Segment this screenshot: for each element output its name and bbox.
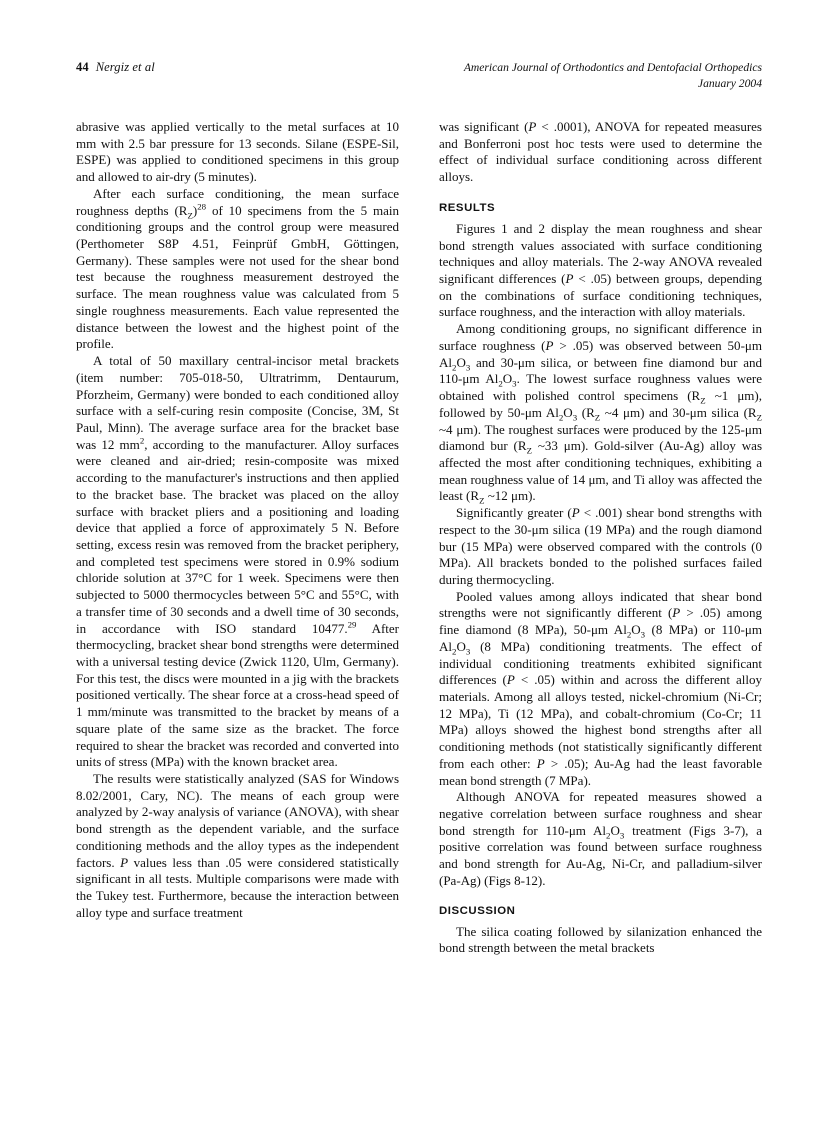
text-run: > .05) among fine diamond (8 MPa), 50-μm Al [439, 605, 762, 638]
italic-p-value: P [545, 337, 554, 353]
article-body [76, 119, 762, 957]
italic-p-value: P [506, 672, 515, 688]
text-run: Although ANOVA for repeated measures showed a negative correlation between surface roughness and shear bond strength for 110-μm Al [439, 789, 762, 838]
text-run: O [502, 371, 513, 387]
text-run: O [610, 822, 620, 838]
paragraph-correlation [439, 789, 762, 889]
text-run: ~33 μm). Gold-silver (Au-Ag) alloy was affected the most after conditioning techniques, exhibiting a mean roughness value of 14 μm, and Ti alloy was affected the least (R [439, 438, 762, 504]
text-run: ) [192, 202, 198, 218]
text-run: > .05) was observed between 50-μm Al [439, 337, 762, 370]
section-heading-discussion: DISCUSSION [439, 904, 516, 917]
subscript: 3 [512, 378, 517, 389]
text-run: ~4 μm). The roughest surfaces were produced by the 125-μm diamond bur (R [439, 421, 762, 454]
running-head-right [464, 60, 762, 93]
text-run: Significantly greater ( [456, 505, 572, 521]
text-run: (R [577, 404, 595, 420]
text-run: abrasive was applied vertically to the metal surfaces at 10 mm with 2.5 bar pressure for 13 seconds. Silane (ESPE-Sil, ESPE) was applied to conditioned specimens in this group and allowed to air-dry (5 minutes). [76, 119, 399, 185]
text-run: < .05) within and across the different alloy materials. Among all alloys tested, nickel-chromium (Ni-Cr; 12 MPa), Ti (12 MPa), and cobalt-chromium (Co-Cr; 11 MPa) alloys showed the highest bond strengths after all conditioning methods (not statistically significantly different from each other: [439, 672, 762, 771]
italic-p-value: P [120, 854, 129, 870]
paragraph-surface-roughness-results [439, 321, 762, 505]
text-run: ~1 μm), followed by 50-μm Al [439, 388, 762, 420]
reference-marker-29: 29 [347, 619, 357, 630]
text-run: The silica coating followed by silanization enhanced the bond strength between the metal brackets [439, 923, 762, 956]
running-head-authors: Nergiz et al [95, 60, 155, 74]
left-column [76, 119, 399, 957]
italic-p-value: P [672, 605, 681, 621]
text-run: Pooled values among alloys indicated that shear bond strengths were not significantly different ( [439, 588, 762, 621]
subscript: 2 [498, 378, 503, 389]
paragraph-continuation [76, 119, 399, 186]
paragraph-discussion-opening [439, 924, 762, 957]
text-run: and 30-μm silica, or between fine diamond bur and 110-μm Al [439, 354, 762, 387]
text-run: of 10 specimens from the 5 main conditioning groups and the control group were measured (Perthometer S8P 4.51, Feinprüf GmbH, Göttingen, Germany). These samples were not used for the shear bond test because the roughness measurement destroyed the surface. The mean roughness value was calculated from 5 single roughness measurements. Each value represented the distance between the lowest and the highest point of the profile. [76, 202, 399, 352]
subscript: 2 [626, 629, 632, 640]
italic-p-value: P [536, 755, 545, 771]
text-run: Among conditioning groups, no significant difference in surface roughness ( [439, 321, 762, 353]
paragraph-roughness-measurement [76, 186, 399, 353]
paragraph-shear-bond-strength [439, 505, 762, 589]
text-run: After each surface conditioning, the mean surface roughness depths (R [76, 185, 399, 218]
subscript-z: Z [187, 210, 193, 221]
subscript-z: Z [700, 395, 706, 406]
italic-p-value: P [571, 505, 580, 521]
text-run: (8 MPa) conditioning treatments. The effect of individual conditioning treatments exhibited significant differences ( [439, 638, 762, 688]
text-run: . The lowest surface roughness values were obtained with polished control specimens (R [439, 371, 762, 404]
text-run: A total of 50 maxillary central-incisor metal brackets (item number: 705-018-50, Ultratrimm, Dentaurum, Pforzheim, Germany) were bonded to each conditioned alloy surface with a self-curing resin composite (Concise, 3M, St Paul, Minn). The average surface area for the bracket base was 12 mm [76, 353, 399, 452]
text-run: (8 MPa) or 110-μm Al [439, 622, 762, 654]
text-run: values less than .05 were considered statistically significant in all tests. Multiple comparisons were made with the Tukey test. Furthermore, because the interaction between alloy type and surface treatment [76, 854, 399, 920]
text-run: Figures 1 and 2 display the mean roughness and shear bond strength values associated with surface conditioning techniques and alloy materials. The 2-way ANOVA revealed significant differences ( [439, 220, 762, 287]
running-head [76, 60, 762, 104]
subscript-z: Z [526, 445, 532, 456]
text-run: treatment (Figs 3-7), a positive correlation was found between surface roughness and bond strength for Au-Ag, Ni-Cr, and palladium-silver (Pa-Ag) (Figs 8-12). [439, 822, 763, 888]
text-run: , according to the manufacturer. Alloy surfaces were cleaned and air-dried; resin-composite was mixed according to the manufacturer's instructions and then applied to the bracket base. The bracket was placed on the alloy surface with bracket pliers and a positioning and loading device that applied a force of approximately 5 N. Before setting, excess resin was removed from the bracket periphery, and completed test specimens were stored in 0.9% sodium chloride solution at 37°C for 1 week. Specimens were then subjected to 5000 thermocycles between 5°C and 55°C, with a transfer time of 30 seconds and a dwell time of 30 seconds, in accordance with ISO standard 10477. [76, 436, 399, 636]
text-run: < .0001), ANOVA for repeated measures and Bonferroni post hoc tests were used to determine the effect of individual surface conditioning across different alloys. [439, 119, 762, 185]
text-run: ~12 μm). [484, 488, 536, 504]
subscript: 2 [606, 830, 611, 841]
text-run: O [456, 354, 466, 370]
italic-p-value: P [528, 119, 537, 134]
subscript: 3 [619, 830, 625, 841]
subscript-z: Z [479, 495, 485, 506]
subscript: 3 [465, 362, 471, 373]
italic-p-value: P [565, 271, 574, 287]
subscript-z: Z [594, 412, 601, 423]
section-heading-results: RESULTS [439, 201, 496, 214]
paragraph-figures-overview [439, 221, 762, 321]
subscript: 2 [558, 412, 564, 423]
page-folio-number: 44 [76, 60, 89, 74]
subscript: 3 [465, 646, 471, 657]
text-run: ~4 μm) and 30-μm silica (R [600, 404, 757, 420]
text-run: < .001) shear bond strengths with respect to the 30-μm silica (19 MPa) and the rough diamond bur (15 MPa) were observed compared with the controls (0 MPa). All brackets bonded to the polished surfaces failed during thermocycling. [439, 505, 762, 587]
subscript: 2 [452, 362, 457, 373]
subscript: 3 [572, 412, 578, 423]
paragraph-bracket-bonding [76, 353, 399, 771]
text-run: was significant ( [439, 119, 529, 134]
paragraph-statistics [76, 771, 399, 921]
text-run: O [631, 622, 641, 638]
running-head-left [76, 60, 155, 75]
subscript: 3 [640, 629, 646, 640]
text-run: O [563, 404, 573, 420]
right-column [439, 119, 762, 957]
issue-date: January 2004 [697, 77, 762, 91]
text-run: O [456, 638, 466, 654]
reference-marker-28: 28 [197, 201, 207, 212]
journal-title: American Journal of Orthodontics and Dentofacial Orthopedics [463, 61, 762, 74]
paragraph-pooled-values [439, 589, 762, 790]
text-run: After thermocycling, bracket shear bond strengths were determined with a universal testing device (Zwick 1120, Ulm, Germany). For this test, the discs were mounted in a jig with the brackets positioned vertically. The shear force at a cross-head speed of 1 mm/minute was transmitted to the bracket by means of a square plate of the same size as the bracket. The force required to shear the bracket was recorded and converted into units of stress (MPa) with the known bracket area. [76, 620, 399, 770]
superscript-square: 2 [139, 435, 145, 446]
text-run: < .05) between groups, depending on the combinations of surface conditioning techniques, surface roughness, and the interaction with alloy materials. [439, 271, 762, 320]
text-run: The results were statistically analyzed (SAS for Windows 8.02/2001, Cary, NC). The means of each group were analyzed by 2-way analysis of variance (ANOVA), with shear bond strength as the dependent variable, and the surface conditioning methods and the alloy types as the independent factors. [76, 771, 399, 870]
subscript-z: Z [756, 412, 763, 423]
subscript: 2 [452, 646, 457, 657]
text-run: > .05); Au-Ag had the least favorable mean bond strength (7 MPa). [439, 755, 762, 788]
paragraph-continuation [439, 119, 762, 186]
